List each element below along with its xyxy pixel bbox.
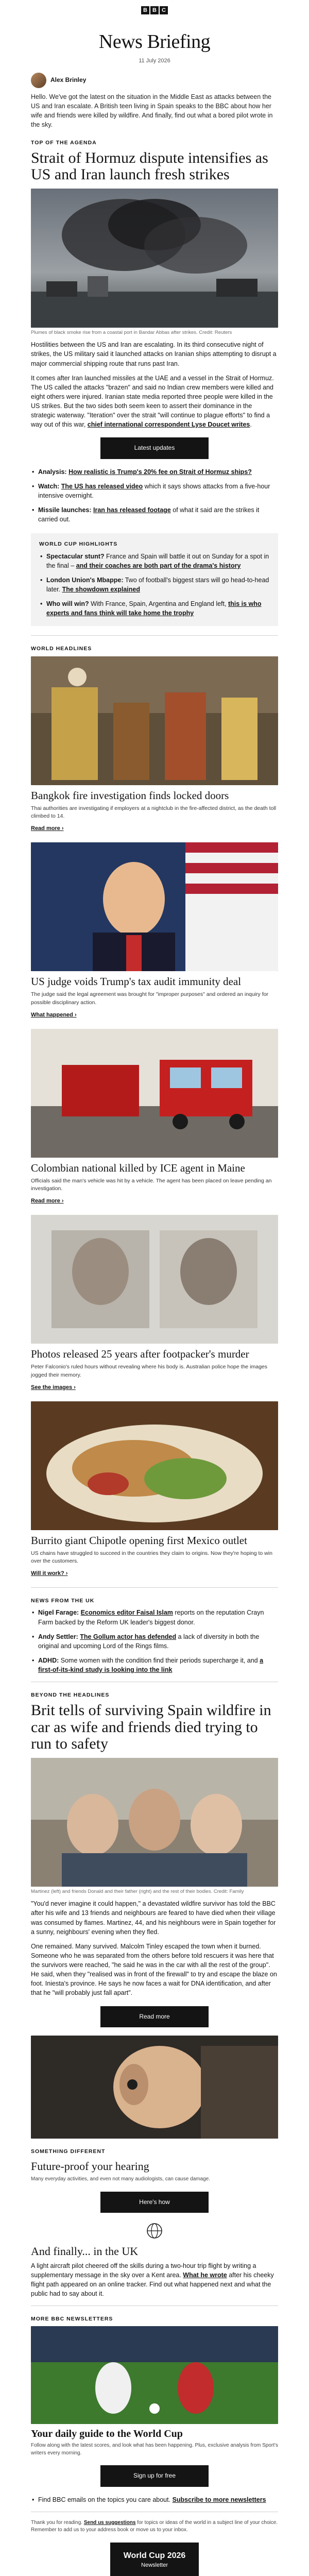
suggestions-link[interactable]: Send us suggestions [83,2519,136,2526]
uk-tail: a lack of diversity in both the original and upcoming Lord of the Rings films. [38,1633,260,1650]
doucet-link[interactable]: chief international correspondent Lyse Doucet writes [87,421,250,429]
worldcup-link[interactable]: this is who experts and fans think will take home the trophy [46,600,262,617]
top-section-label: TOP OF THE AGENDA [31,139,97,146]
author-avatar [31,73,46,88]
latest-updates-button[interactable]: Latest updates [100,437,209,459]
uk-link[interactable]: a first-of-its-kind study is looking into the link [38,1656,264,1674]
uk-item [31,1632,278,1651]
story-image[interactable] [31,1215,278,1344]
beyond-section-label: BEYOND THE HEADLINES [31,1692,110,1699]
intro-text: Hello. We've got the latest on the situation in the Middle East as attacks between the US and Iran escalate. A British teen living in Spain speaks to the BBC about how her wife and friends were killed by wildfire. And finally, find out what a bored pilot wrote in the sky. [31,93,273,129]
different-section-label: SOMETHING DIFFERENT [31,2148,106,2155]
topbar [31,0,278,21]
analysis-link[interactable]: The US has released video [61,482,143,490]
beyond-headline: Brit tells of surviving Spain wildfire in car as wife and friends died trying to run to safety [31,1702,271,1753]
top-paragraph-2-text: It comes after Iran launched missiles at the UAE and a vessel in the Strait of Hormuz. The US called the attacks "brazen" and said no Indian crew members were killed and eight others were injured. Iranian state media reported three people were killed in the US strikes. But the two sides both seem keen to assert their dominance in the strategic waterway. "Iteration" over the strait "will continue to plague efforts" to find a way out of this war, [31,374,274,429]
promo-logo-subtitle: Newsletter [141,2562,168,2569]
beyond-paragraph-2: One remained. Many survived. Malcolm Tinley escaped the town when it burned. Someone who he was separated from the others before told rescuers it was here that the survivors were reached, "he said he was in the car with all the rest of the group". He said, when they "realised was in front of the firewall" to try and escape the blaze on foot. Iniesta's province. He says he now faces a wait for DNA identification, and after that he "will probably just fall apart". [31,1942,277,1997]
story-readmore-link[interactable]: What happened › [31,1011,77,1018]
story-summary: Peter Falconio's ruled hours without revealing where his body is. Australian police hope the images jogged their memory. [31,1364,268,1378]
finally-text-2: after his cheeky flight path appeared on an online tracker. Find out what happened next and what the public had to say about it. [31,2271,274,2298]
story-title[interactable]: Colombian national killed by ICE agent in Maine [31,1161,245,1174]
beyond-readmore-button[interactable]: Read more [100,2006,209,2027]
world-story [31,842,278,1020]
uk-item [31,1608,278,1626]
bbc-logo[interactable] [141,6,168,14]
analysis-list [31,467,278,524]
worldcup-lead: Who will win? [46,600,89,608]
worldcup-promo-logo [110,2543,199,2576]
worldcup-label: WORLD CUP HIGHLIGHTS [39,541,118,548]
story-summary: US chains have struggled to succeed in the countries they claim to origins. Now they're hoping to win over the customers. [31,1550,272,1565]
promo-text-2: for topics or ideas of the world in a subject line of your choice. Remember to add us to your address book or move us to your inbox. [31,2519,278,2533]
top-paragraph-2: It comes after Iran launched missiles at the UAE and a vessel in the Strait of Hormuz. The US called the attacks "brazen" and said no Indian crew members were killed and eight others were injured. Iranian state media reported three people were killed in the US strikes. But the two sides both seem keen to assert their dominance in the strategic waterway. "Iteration" over the strait "will continue to plague efforts" to find a way out of this war, chief international correspondent Lyse Doucet writes. [31,374,274,429]
newsletter-bullets [31,2495,278,2504]
world-story [31,656,278,834]
different-image [31,2036,278,2139]
issue-date: 11 July 2026 [139,58,170,64]
story-image[interactable] [31,656,278,785]
analysis-item [31,482,278,500]
analysis-tail: which it says shows attacks from a five-hour intensive overnight. [38,482,270,500]
story-image[interactable] [31,1029,278,1158]
story-title[interactable]: Burrito giant Chipotle opening first Mexico outlet [31,1534,247,1547]
beyond-paragraph-1: "You'd never imagine it could happen," a devastated wildfire survivor has told the BBC after his wife and 13 friends and neighbours are feared to have died when their village was consumed by flames. Martinez, 44, and his neighbours were in Spain together for a sunny, neighbours' evening when they fled. [31,1900,276,1936]
newsletter-summary: Follow along with the latest scores, and look what has been happening. Plus, exclusive analysis from Sport's writers every morning. [31,2443,278,2456]
story-readmore-link[interactable]: Will it work? › [31,1570,68,1577]
analysis-lead: Missile launches: [38,506,92,514]
analysis-lead: Analysis: [38,468,67,476]
worldcup-lead: London Union's Mbappe: [46,576,124,584]
different-summary: Many everyday activities, and even not many audiologists, can cause damage. [31,2176,210,2182]
world-story [31,1215,278,1392]
newsletter-image [31,2326,278,2424]
finally-text-1: A light aircraft pilot cheered off the skills during a two-hour trip flight by writing a supplementary message in the sky over a Kent area. [31,2262,256,2279]
worldcup-list [39,552,270,618]
worldcup-promo[interactable] [31,2543,278,2576]
uk-section-label: NEWS FROM THE UK [31,1598,95,1604]
finally-title: And finally... in the UK [31,2245,139,2258]
top-paragraph-1: Hostilities between the US and Iran are escalating. In its third consecutive night of strikes, the US military said it launched attacks on Iranian ships attempting to disrupt a major commercial shipping route that runs past Iran. [31,341,277,367]
more-newsletters-label: MORE BBC NEWSLETTERS [31,2316,113,2323]
different-headline: Future-proof your hearing [31,2160,149,2173]
world-story [31,1029,278,1206]
story-title[interactable]: Bangkok fire investigation finds locked doors [31,789,229,802]
uk-tail: Some women with the condition find their periods supercharge it, and [60,1656,260,1664]
newsletter-bullet-text: Find BBC emails on the topics you care about. [38,2496,173,2503]
promo-text-1: Thank you for reading. [31,2519,84,2526]
top-image [31,189,278,328]
worldcup-item [39,552,270,570]
signup-button[interactable]: Sign up for free [100,2465,209,2486]
world-section-label: WORLD HEADLINES [31,646,92,652]
world-story [31,1401,278,1579]
worldcup-lead: Spectacular stunt? [46,552,105,560]
globe-icon-wrap [31,2222,278,2240]
top-image-caption: Plumes of black smoke rise from a coastal port in Bandar Abbas after strikes. Credit: Reuters [31,329,232,335]
newsletter-headline: Your daily guide to the World Cup [31,2428,183,2440]
globe-icon [146,2222,163,2240]
analysis-tail: of what it said are the strikes it carried out. [38,506,260,523]
analysis-link[interactable]: How realistic is Trump's 20% fee on Strait of Hormuz ships? [68,468,252,476]
worldcup-text: Two of football's biggest stars will go head-to-head later. [46,576,269,594]
beyond-image-caption: Martinez (left) and friends Donald and their father (right) and the rest of their bodies. Credit: Family [31,1888,244,1894]
heres-how-button[interactable]: Here's how [100,2192,209,2213]
logo-letter-3: C [160,6,168,14]
uk-lead: Andy Settler: [38,1633,78,1640]
uk-link[interactable]: Economics editor Faisal Islam [80,1609,173,1617]
story-title[interactable]: US judge voids Trump's tax audit immunity deal [31,975,242,988]
story-summary: The judge said the legal agreement was brought for "improper purposes" and ordered an inquiry for possible disciplinary action. [31,991,268,1006]
newsletter-bullet [31,2495,278,2504]
worldcup-item [39,599,270,618]
analysis-item [31,505,278,524]
uk-lead: Nigel Farage: [38,1609,79,1617]
top-headline: Strait of Hormuz dispute intensifies as US and Iran launch fresh strikes [31,149,268,183]
worldcup-item [39,575,270,594]
finally-paragraph [31,2261,278,2299]
analysis-item [31,467,278,477]
finally-link[interactable]: What he wrote [183,2271,227,2279]
email-body [31,0,278,2576]
uk-tail: reports on the reputation Crayn Farm backed by the Reform UK leader's biggest donor. [38,1609,264,1626]
story-image[interactable] [31,1401,278,1530]
masthead [31,21,278,67]
uk-link[interactable]: The Gollum actor has defended [80,1633,177,1640]
divider [31,1587,278,1588]
newsletter-bullet-link[interactable]: Subscribe to more newsletters [172,2496,266,2503]
worldcup-link[interactable]: and their coaches are both part of the drama's history [76,562,241,569]
story-image[interactable] [31,842,278,971]
worldcup-card [31,533,278,626]
story-readmore-link[interactable]: Read more › [31,1198,64,1205]
analysis-link[interactable]: Iran has released footage [93,506,171,514]
newsletter-title: News Briefing [98,31,211,53]
worldcup-text: France and Spain will battle it out on Sunday for a spot in the final – [46,552,269,569]
divider [31,635,278,636]
beyond-image [31,1758,278,1887]
logo-letter-2: B [150,6,159,14]
uk-lead: ADHD: [38,1656,59,1664]
promo-paragraph [31,2519,278,2534]
uk-item [31,1656,278,1674]
author-row [31,73,278,88]
worldcup-text: With France, Spain, Argentina and England left, [91,600,228,608]
story-summary: Officials said the man's vehicle was hit by a vehicle. The agent has been placed on leave pending an investigation. [31,1177,272,1192]
story-summary: Thai authorities are investigating if employers at a nightclub in the fire-affected district, as the death toll climbed to 14. [31,805,277,819]
story-readmore-link[interactable]: See the images › [31,1384,76,1391]
worldcup-link[interactable]: The showdown explained [62,586,140,594]
analysis-lead: Watch: [38,482,60,490]
story-readmore-link[interactable]: Read more › [31,825,64,832]
promo-logo-title: World Cup 2026 [123,2551,186,2560]
story-title[interactable]: Photos released 25 years after footpacker's murder [31,1348,249,1361]
author-name: Alex Brinley [50,76,87,84]
uk-list [31,1608,278,1674]
logo-letter-1: B [141,6,149,14]
